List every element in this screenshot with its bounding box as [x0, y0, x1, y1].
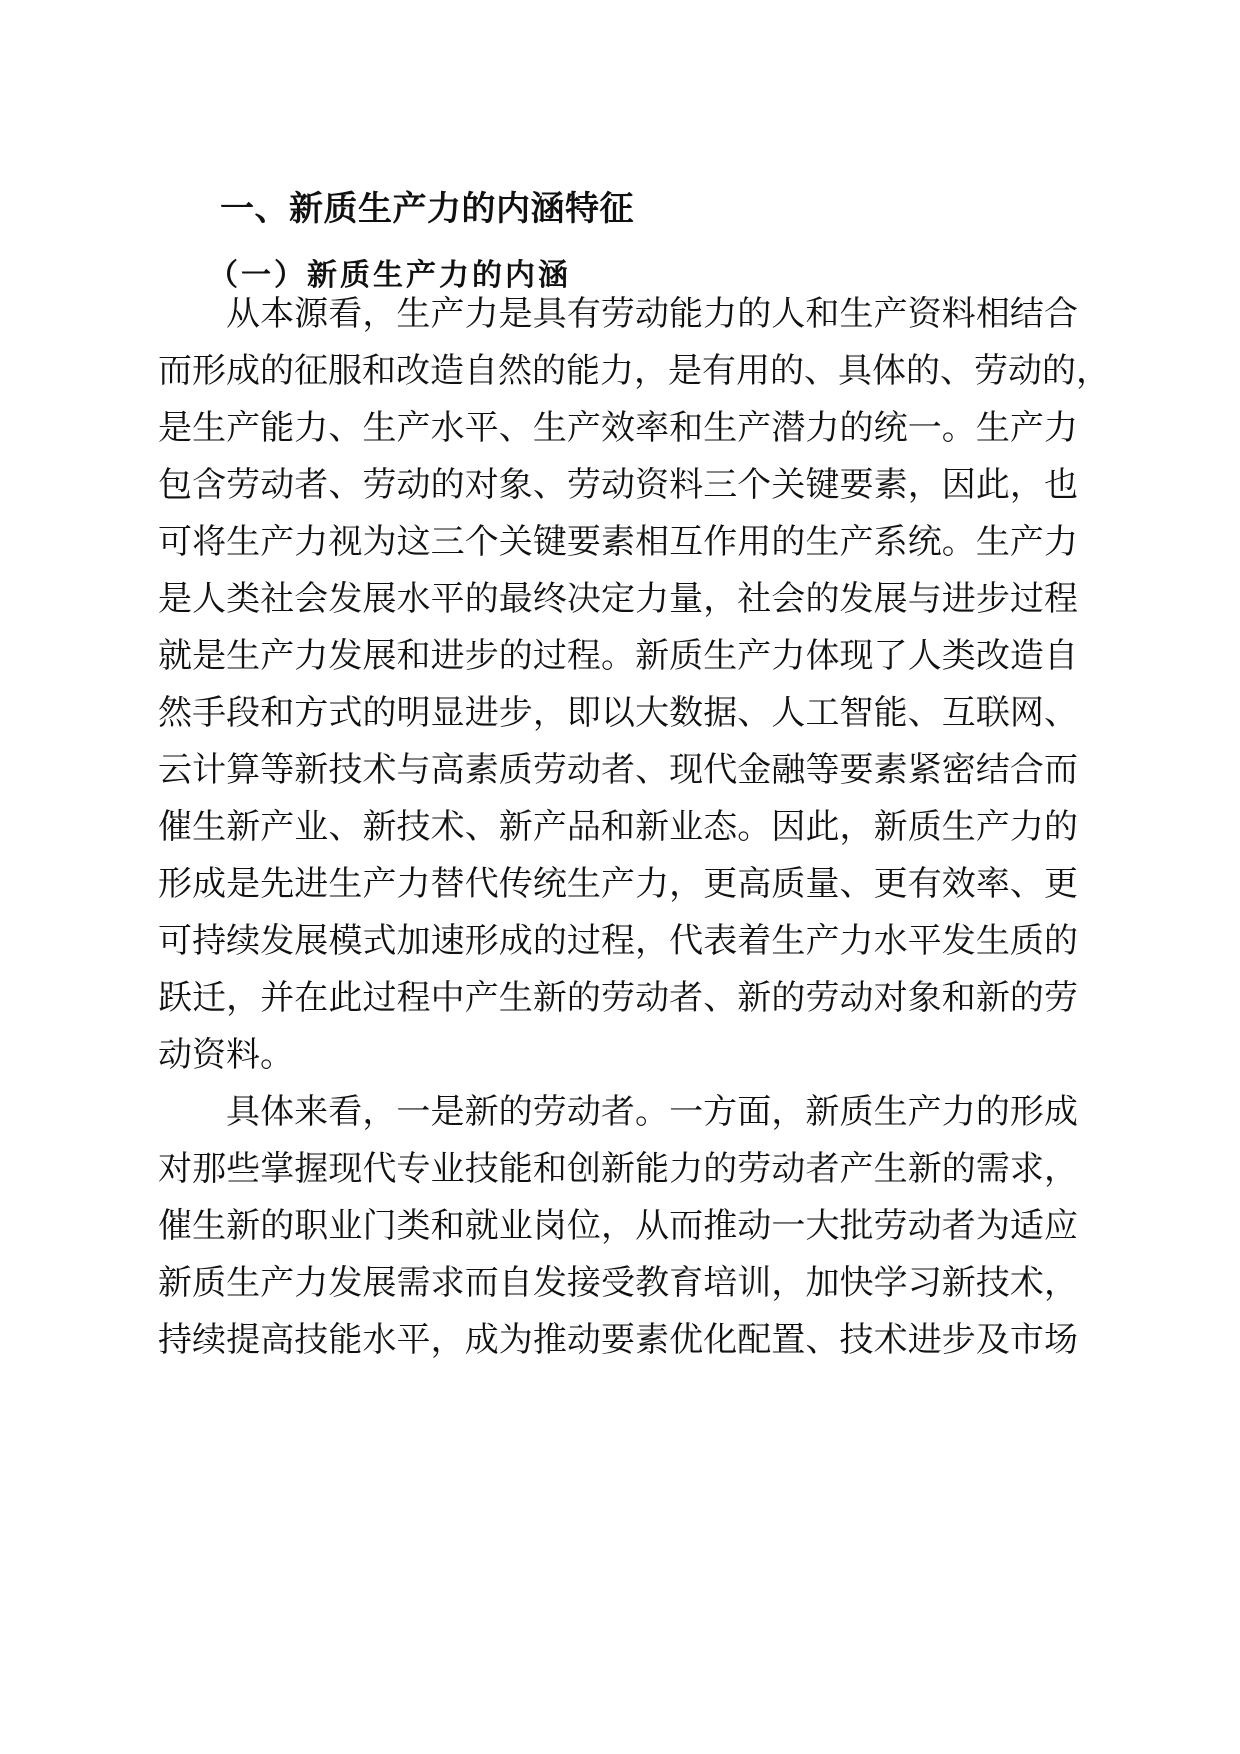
subsection-heading: （一）新质生产力的内涵 — [208, 258, 571, 293]
text-line: 具体来看，一是新的劳动者。一方面，新质生产力的形成 — [226, 1092, 1078, 1132]
text-line: 而形成的征服和改造自然的能力，是有用的、具体的、劳动的， — [158, 351, 1110, 391]
text-line: 就是生产力发展和进步的过程。新质生产力体现了人类改造自 — [158, 636, 1078, 676]
text-line: 可持续发展模式加速形成的过程，代表着生产力水平发生质的 — [158, 921, 1078, 961]
text-line: 是生产能力、生产水平、生产效率和生产潜力的统一。生产力 — [158, 408, 1078, 448]
text-line: 是人类社会发展水平的最终决定力量，社会的发展与进步过程 — [158, 579, 1078, 619]
text-line: 形成是先进生产力替代传统生产力，更高质量、更有效率、更 — [158, 864, 1078, 904]
text-line: 新质生产力发展需求而自发接受教育培训，加快学习新技术， — [158, 1263, 1078, 1303]
text-line: 对那些掌握现代专业技能和创新能力的劳动者产生新的需求， — [158, 1149, 1078, 1189]
text-line: 可将生产力视为这三个关键要素相互作用的生产系统。生产力 — [158, 522, 1078, 562]
text-line: 跃迁，并在此过程中产生新的劳动者、新的劳动对象和新的劳 — [158, 978, 1078, 1018]
text-line: 云计算等新技术与高素质劳动者、现代金融等要素紧密结合而 — [158, 750, 1078, 790]
text-line: 催生新的职业门类和就业岗位，从而推动一大批劳动者为适应 — [158, 1206, 1078, 1246]
text-line: 催生新产业、新技术、新产品和新业态。因此，新质生产力的 — [158, 807, 1078, 847]
text-line: 持续提高技能水平，成为推动要素优化配置、技术进步及市场 — [158, 1320, 1078, 1360]
text-line: 包含劳动者、劳动的对象、劳动资料三个关键要素，因此，也 — [158, 465, 1078, 505]
text-line: 从本源看，生产力是具有劳动能力的人和生产资料相结合 — [226, 294, 1078, 334]
text-line: 动资料。 — [158, 1035, 294, 1075]
text-line: 然手段和方式的明显进步，即以大数据、人工智能、互联网、 — [158, 693, 1078, 733]
section-heading: 一、新质生产力的内涵特征 — [220, 189, 634, 229]
